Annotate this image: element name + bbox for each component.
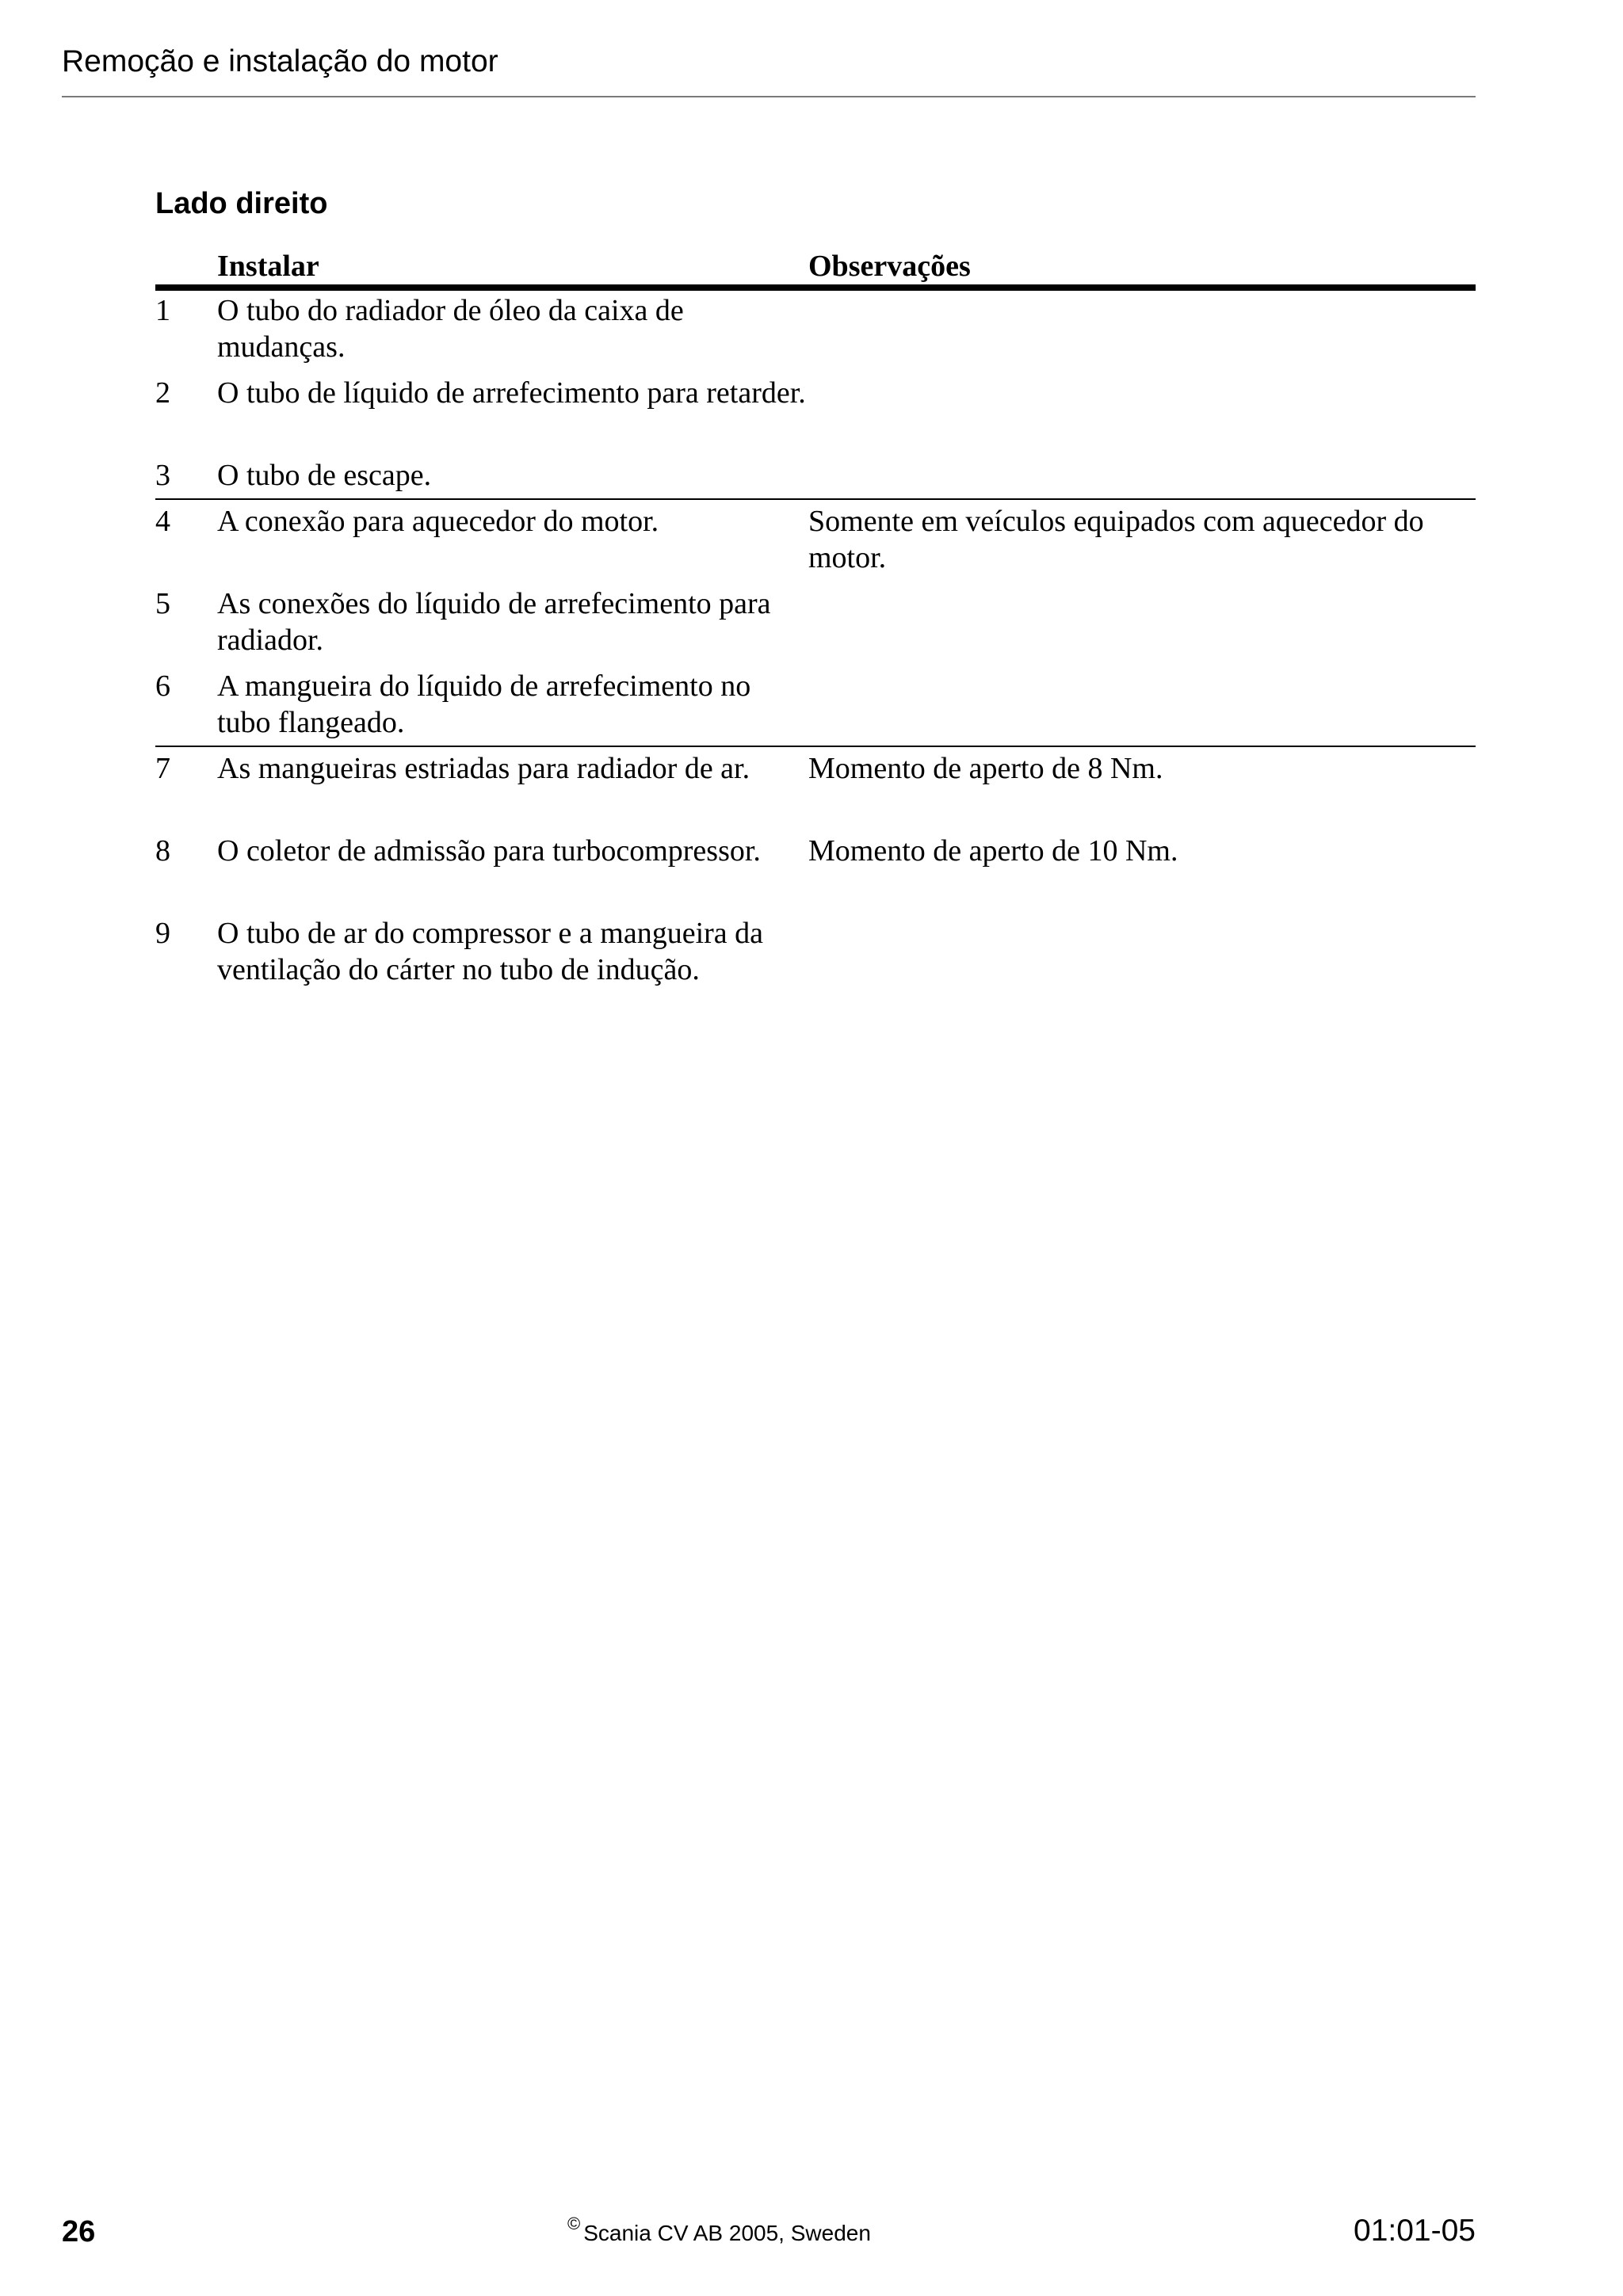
row-install-text: O tubo do radiador de óleo da caixa de mudanças. [217, 294, 684, 364]
row-number: 9 [155, 917, 170, 950]
row-install-text: A conexão para aquecedor do motor. [217, 505, 659, 538]
row-install-text: As conexões do líquido de arrefecimento para radiador. [217, 587, 771, 657]
copyright-text: Scania CV AB 2005, Sweden [583, 2221, 871, 2245]
copyright-symbol: © [567, 2214, 581, 2233]
column-header-install: Instalar [217, 250, 319, 283]
row-install-text: O tubo de escape. [217, 459, 432, 492]
row-number: 3 [155, 459, 170, 492]
copyright-notice [567, 2215, 871, 2245]
page-number: 26 [62, 2215, 96, 2248]
row-install-text: O coletor de admissão para turbocompressor. [217, 834, 761, 868]
row-number: 8 [155, 834, 170, 868]
column-header-notes: Observações [808, 250, 971, 283]
row-number: 6 [155, 669, 170, 703]
row-number: 5 [155, 587, 170, 620]
row-install-text: A mangueira do líquido de arrefecimento no tubo flangeado. [217, 669, 751, 739]
page-header-title: Remoção e instalação do motor [62, 44, 498, 78]
row-number: 4 [155, 505, 170, 538]
table-header-rule [155, 284, 1476, 291]
document-code: 01:01-05 [1354, 2214, 1476, 2248]
row-number: 2 [155, 376, 170, 410]
row-notes-text: Somente em veículos equipados com aquecedor do motor. [808, 505, 1424, 574]
row-install-text: As mangueiras estriadas para radiador de ar. [217, 752, 750, 785]
group-divider [155, 498, 1476, 500]
header-divider [62, 96, 1476, 97]
row-install-text: O tubo de líquido de arrefecimento para retarder. [217, 376, 806, 410]
row-notes-text: Momento de aperto de 8 Nm. [808, 752, 1163, 785]
row-number: 1 [155, 294, 170, 327]
group-divider [155, 746, 1476, 747]
section-heading: Lado direito [155, 187, 328, 220]
row-notes-text: Momento de aperto de 10 Nm. [808, 834, 1178, 868]
row-number: 7 [155, 752, 170, 785]
row-install-text: O tubo de ar do compressor e a mangueira da ventilação do cárter no tubo de indução. [217, 917, 764, 986]
